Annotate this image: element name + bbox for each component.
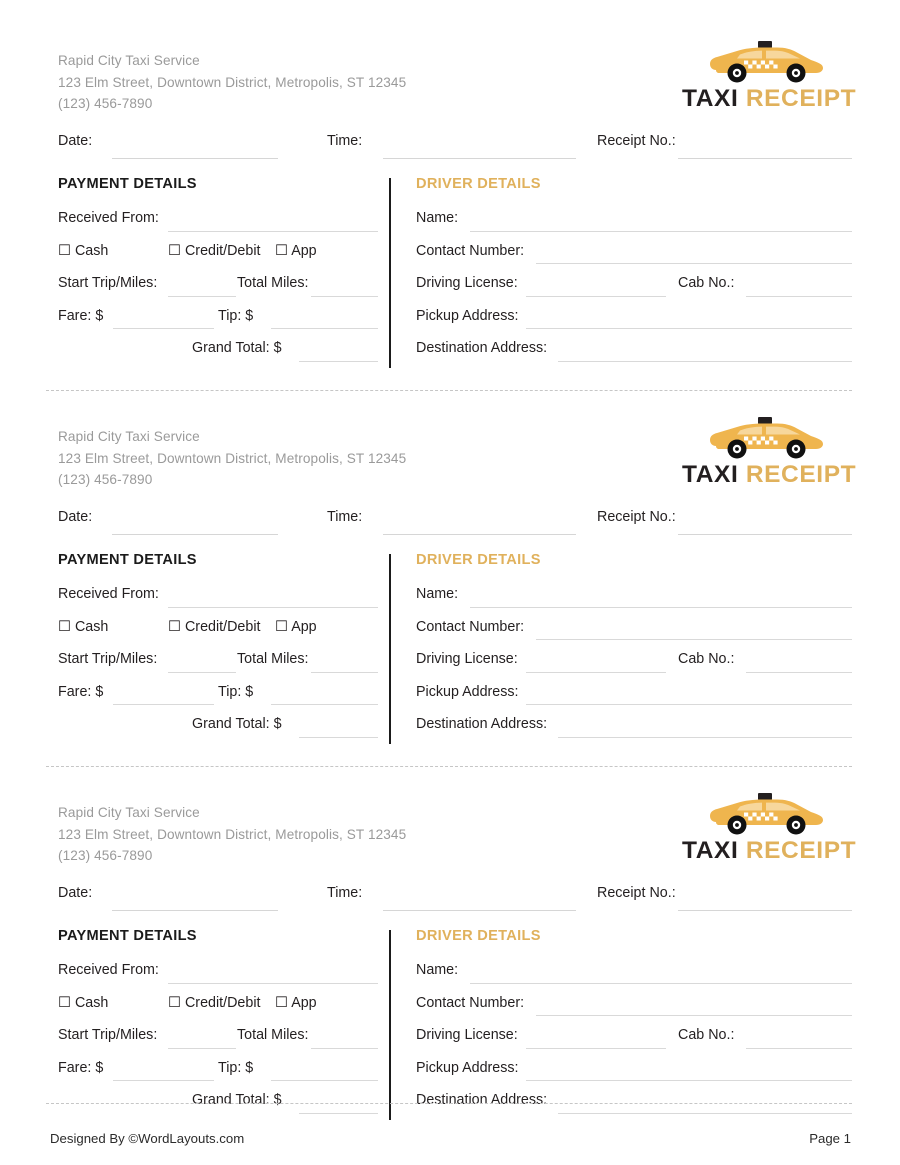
grand-total-row: [58, 712, 378, 745]
logo-wordmark: [682, 837, 857, 864]
grand-total-label: Grand Total: $: [192, 716, 282, 732]
driver-name-row: [416, 206, 852, 239]
app-checkbox-icon[interactable]: ☐: [275, 994, 288, 1011]
credit-debit-label: Credit/Debit: [184, 242, 261, 259]
page-footer: [0, 1103, 900, 1165]
payment-details-heading: PAYMENT DETAILS: [58, 176, 197, 192]
tip-input[interactable]: [271, 328, 378, 329]
app-checkbox-icon[interactable]: ☐: [275, 618, 288, 635]
license-cab-row: [416, 647, 852, 680]
pickup-address-label: Pickup Address:: [416, 1059, 519, 1076]
driving-license-input[interactable]: [526, 1048, 666, 1049]
meta-row: [58, 128, 852, 168]
company-info: [58, 802, 406, 867]
company-phone: (123) 456-7890: [58, 472, 153, 487]
checkbox-app[interactable]: [275, 243, 317, 259]
grand-total-row: [58, 336, 378, 369]
cab-no-label: Cab No.:: [678, 651, 735, 667]
received-from-input[interactable]: [168, 983, 378, 984]
cash-checkbox-icon[interactable]: ☐: [58, 994, 71, 1011]
driver-name-input[interactable]: [470, 983, 852, 984]
taxi-car-icon: [707, 792, 827, 838]
start-trip-input[interactable]: [168, 672, 236, 673]
driver-name-input[interactable]: [470, 607, 852, 608]
total-miles-input[interactable]: [311, 1048, 378, 1049]
cab-no-input[interactable]: [746, 672, 852, 673]
receipt-header: [58, 40, 857, 126]
cab-no-label: Cab No.:: [678, 1027, 735, 1043]
credit-debit-checkbox-icon[interactable]: ☐: [168, 242, 181, 259]
driver-details-heading: DRIVER DETAILS: [416, 176, 541, 192]
company-info: [58, 50, 406, 115]
total-miles-input[interactable]: [311, 296, 378, 297]
payment-method-group: [58, 615, 378, 648]
taxi-car-icon: [707, 40, 827, 86]
pickup-address-input[interactable]: [526, 704, 852, 705]
license-cab-row: [416, 271, 852, 304]
date-input[interactable]: [112, 910, 278, 911]
driver-name-row: [416, 958, 852, 991]
logo-text-receipt: RECEIPT: [745, 85, 857, 112]
grand-total-label: Grand Total: $: [192, 340, 282, 356]
start-trip-input[interactable]: [168, 1048, 236, 1049]
start-trip-label: Start Trip/Miles:: [58, 651, 158, 667]
credit-debit-checkbox-icon[interactable]: ☐: [168, 618, 181, 635]
tip-input[interactable]: [271, 704, 378, 705]
total-miles-input[interactable]: [311, 672, 378, 673]
date-label: Date:: [58, 133, 93, 149]
receipt-body: [58, 176, 852, 376]
checkbox-cash[interactable]: [58, 243, 108, 259]
received-from-row: [58, 958, 378, 991]
footer-divider: [46, 1103, 852, 1104]
app-label: App: [291, 994, 317, 1011]
date-input[interactable]: [112, 158, 278, 159]
cash-label: Cash: [74, 242, 109, 259]
fare-tip-row: [58, 1056, 378, 1089]
company-address: 123 Elm Street, Downtown District, Metropolis, ST 12345: [58, 74, 407, 90]
column-divider: [389, 178, 391, 368]
company-address: 123 Elm Street, Downtown District, Metropolis, ST 12345: [58, 450, 407, 466]
pickup-address-row: [416, 1056, 852, 1089]
receipt-header: [58, 416, 857, 502]
pickup-address-input[interactable]: [526, 328, 852, 329]
pickup-address-row: [416, 680, 852, 713]
brand-logo: [682, 416, 857, 488]
driving-license-input[interactable]: [526, 672, 666, 673]
company-name: Rapid City Taxi Service: [58, 805, 200, 820]
date-label: Date:: [58, 885, 93, 901]
contact-number-input[interactable]: [536, 1015, 852, 1016]
pickup-address-label: Pickup Address:: [416, 307, 519, 324]
destination-address-row: [416, 712, 852, 745]
time-label: Time:: [327, 509, 363, 525]
pickup-address-input[interactable]: [526, 1080, 852, 1081]
fare-label: Fare: $: [58, 683, 104, 700]
receipt-body: [58, 552, 852, 752]
receipt-body: [58, 928, 852, 1128]
cash-label: Cash: [74, 994, 109, 1011]
fare-input[interactable]: [113, 328, 214, 329]
driver-details-heading: DRIVER DETAILS: [416, 928, 541, 944]
fare-input[interactable]: [113, 1080, 214, 1081]
brand-logo: [682, 792, 857, 864]
cash-checkbox-icon[interactable]: ☐: [58, 618, 71, 635]
fare-tip-row: [58, 680, 378, 713]
driving-license-input[interactable]: [526, 296, 666, 297]
receipt-no-label: Receipt No.:: [597, 885, 676, 901]
grand-total-label: Grand Total: $: [192, 1092, 282, 1108]
checkbox-app[interactable]: [275, 619, 317, 635]
receipt-block-1: [0, 0, 900, 376]
payment-details-heading: PAYMENT DETAILS: [58, 552, 197, 568]
meta-row: [58, 880, 852, 920]
driver-details-section: [416, 176, 852, 369]
miles-row: [58, 1023, 378, 1056]
license-cab-row: [416, 1023, 852, 1056]
driver-name-input[interactable]: [470, 231, 852, 232]
logo-wordmark: [682, 461, 857, 488]
driver-name-label: Name:: [416, 962, 459, 978]
logo-text-taxi: TAXI: [682, 85, 739, 112]
contact-number-row: [416, 615, 852, 648]
brand-logo: [682, 40, 857, 112]
received-from-input[interactable]: [168, 231, 378, 232]
miles-row: [58, 271, 378, 304]
cab-no-input[interactable]: [746, 296, 852, 297]
app-label: App: [291, 618, 317, 635]
start-trip-label: Start Trip/Miles:: [58, 275, 158, 291]
grand-total-input[interactable]: [299, 361, 378, 362]
credit-debit-checkbox-icon[interactable]: ☐: [168, 994, 181, 1011]
checkbox-credit-debit[interactable]: [168, 243, 260, 259]
driver-name-label: Name:: [416, 586, 459, 602]
logo-text-receipt: RECEIPT: [745, 837, 857, 864]
total-miles-label: Total Miles:: [237, 275, 309, 291]
checkbox-credit-debit[interactable]: [168, 619, 260, 635]
total-miles-label: Total Miles:: [237, 651, 309, 667]
date-label: Date:: [58, 509, 93, 525]
time-label: Time:: [327, 133, 363, 149]
received-from-input[interactable]: [168, 607, 378, 608]
fare-input[interactable]: [113, 704, 214, 705]
company-info: [58, 426, 406, 491]
driver-details-section: [416, 552, 852, 745]
logo-wordmark: [682, 85, 857, 112]
contact-number-label: Contact Number:: [416, 242, 525, 259]
fare-tip-row: [58, 304, 378, 337]
driving-license-label: Driving License:: [416, 275, 518, 291]
time-input[interactable]: [383, 158, 576, 159]
logo-text-taxi: TAXI: [682, 837, 739, 864]
checkbox-cash[interactable]: [58, 619, 108, 635]
contact-number-row: [416, 991, 852, 1024]
time-input[interactable]: [383, 910, 576, 911]
contact-number-row: [416, 239, 852, 272]
page-number: Page 1: [809, 1131, 851, 1146]
receipt-header: [58, 792, 857, 878]
tip-label: Tip: $: [218, 683, 254, 700]
payment-method-group: [58, 991, 378, 1024]
taxi-car-icon: [707, 416, 827, 462]
cash-checkbox-icon[interactable]: ☐: [58, 242, 71, 259]
payment-details-section: [58, 928, 378, 1121]
grand-total-input[interactable]: [299, 737, 378, 738]
company-phone: (123) 456-7890: [58, 848, 153, 863]
start-trip-label: Start Trip/Miles:: [58, 1027, 158, 1043]
receipt-no-input[interactable]: [678, 534, 852, 535]
fare-label: Fare: $: [58, 1059, 104, 1076]
contact-number-label: Contact Number:: [416, 994, 525, 1011]
destination-address-label: Destination Address:: [416, 340, 548, 356]
miles-row: [58, 647, 378, 680]
received-from-label: Received From:: [58, 210, 159, 226]
checkbox-app[interactable]: [275, 995, 317, 1011]
driver-name-label: Name:: [416, 210, 459, 226]
tip-label: Tip: $: [218, 1059, 254, 1076]
destination-address-input[interactable]: [558, 361, 852, 362]
date-input[interactable]: [112, 534, 278, 535]
company-name: Rapid City Taxi Service: [58, 429, 200, 444]
receipt-no-input[interactable]: [678, 158, 852, 159]
checkbox-credit-debit[interactable]: [168, 995, 260, 1011]
destination-address-input[interactable]: [558, 737, 852, 738]
total-miles-label: Total Miles:: [237, 1027, 309, 1043]
meta-row: [58, 504, 852, 544]
received-from-label: Received From:: [58, 962, 159, 978]
column-divider: [389, 930, 391, 1120]
receipt-no-input[interactable]: [678, 910, 852, 911]
receipt-no-label: Receipt No.:: [597, 509, 676, 525]
column-divider: [389, 554, 391, 744]
start-trip-input[interactable]: [168, 296, 236, 297]
contact-number-label: Contact Number:: [416, 618, 525, 635]
driver-name-row: [416, 582, 852, 615]
driver-details-heading: DRIVER DETAILS: [416, 552, 541, 568]
time-label: Time:: [327, 885, 363, 901]
payment-details-heading: PAYMENT DETAILS: [58, 928, 197, 944]
tip-input[interactable]: [271, 1080, 378, 1081]
received-from-row: [58, 206, 378, 239]
app-label: App: [291, 242, 317, 259]
payment-method-group: [58, 239, 378, 272]
logo-text-taxi: TAXI: [682, 461, 739, 488]
app-checkbox-icon[interactable]: ☐: [275, 242, 288, 259]
receipt-no-label: Receipt No.:: [597, 133, 676, 149]
company-phone: (123) 456-7890: [58, 96, 153, 111]
payment-details-section: [58, 176, 378, 369]
destination-address-label: Destination Address:: [416, 1092, 548, 1108]
received-from-row: [58, 582, 378, 615]
checkbox-cash[interactable]: [58, 995, 108, 1011]
company-name: Rapid City Taxi Service: [58, 53, 200, 68]
pickup-address-row: [416, 304, 852, 337]
destination-address-label: Destination Address:: [416, 716, 548, 732]
payment-details-section: [58, 552, 378, 745]
credit-debit-label: Credit/Debit: [184, 994, 261, 1011]
cab-no-label: Cab No.:: [678, 275, 735, 291]
received-from-label: Received From:: [58, 586, 159, 602]
logo-text-receipt: RECEIPT: [745, 461, 857, 488]
receipt-block-3: [0, 768, 900, 1128]
contact-number-input[interactable]: [536, 639, 852, 640]
destination-address-row: [416, 336, 852, 369]
receipt-block-2: [0, 392, 900, 752]
driving-license-label: Driving License:: [416, 651, 518, 667]
cash-label: Cash: [74, 618, 109, 635]
tip-label: Tip: $: [218, 307, 254, 324]
driver-details-section: [416, 928, 852, 1121]
designed-by-credit: Designed By ©WordLayouts.com: [50, 1131, 245, 1146]
time-input[interactable]: [383, 534, 576, 535]
driving-license-label: Driving License:: [416, 1027, 518, 1043]
fare-label: Fare: $: [58, 307, 104, 324]
credit-debit-label: Credit/Debit: [184, 618, 261, 635]
pickup-address-label: Pickup Address:: [416, 683, 519, 700]
contact-number-input[interactable]: [536, 263, 852, 264]
cab-no-input[interactable]: [746, 1048, 852, 1049]
company-address: 123 Elm Street, Downtown District, Metropolis, ST 12345: [58, 826, 407, 842]
